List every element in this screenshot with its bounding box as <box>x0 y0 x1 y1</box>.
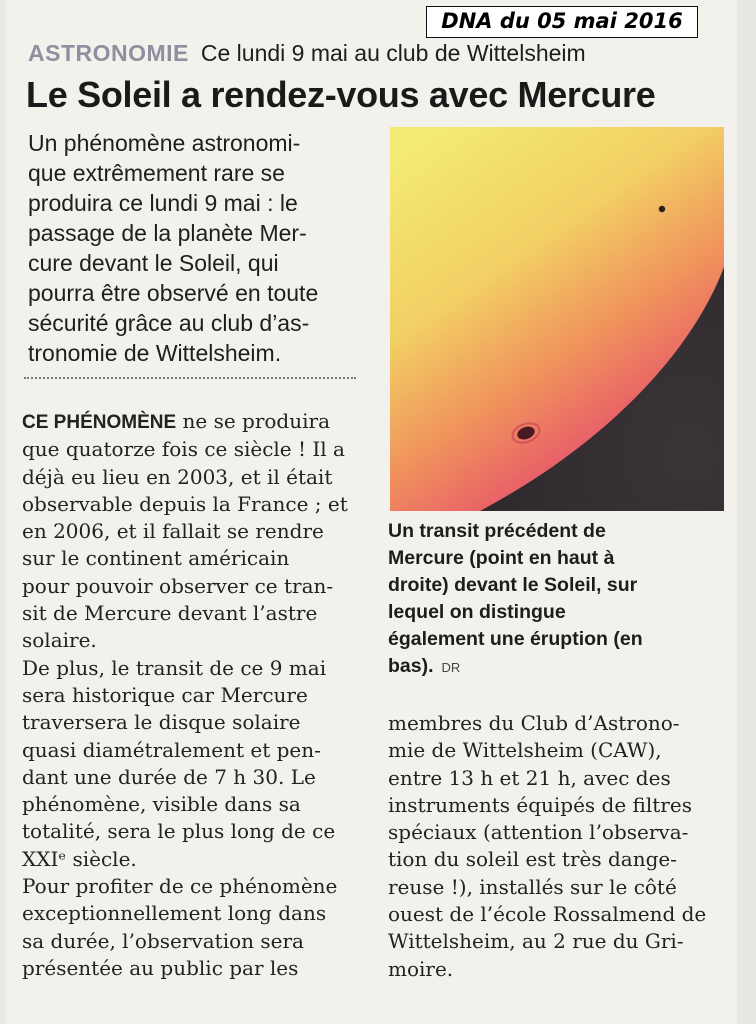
body-line: XXIᵉ siècle. <box>22 846 137 871</box>
body-line: entre 13 h et 21 h, avec des <box>388 765 671 790</box>
body-line: phénomène, visible dans sa <box>22 792 301 817</box>
body-line: ouest de l’école Rossalmend de <box>388 902 707 927</box>
body-line: en 2006, et il fallait se rendre <box>22 519 324 544</box>
body-lead: CE PHÉNOMÈNE <box>22 412 177 433</box>
body-line: Wittelsheim, au 2 rue du Gri- <box>388 929 684 954</box>
chapo-line: Un phénomène astronomi- <box>28 130 301 156</box>
chapo-line: passage de la planète Mer- <box>28 220 307 246</box>
caption-line-text: bas). <box>388 655 434 677</box>
body-line: pour pouvoir observer ce tran- <box>22 573 334 598</box>
body-line: sur le continent américain <box>22 546 290 571</box>
body-line: membres du Club d’Astrono- <box>388 711 680 735</box>
body-line: dant une durée de 7 h 30. Le <box>22 764 316 789</box>
caption-line: Mercure (point en haut à <box>388 547 615 569</box>
body-line: moire. <box>388 956 454 981</box>
body-line: spéciaux (attention l’observa- <box>388 820 689 845</box>
body-line <box>22 408 367 436</box>
body-line: présentée au public par les <box>22 955 299 980</box>
caption-line: lequel on distingue <box>388 601 566 623</box>
body-line: sa durée, l’observation sera <box>22 928 304 953</box>
body-line: tion du soleil est très dange- <box>388 847 677 872</box>
event-line: Ce lundi 9 mai au club de Wittelsheim <box>200 40 586 66</box>
sun-transit-photo <box>390 127 724 511</box>
body-line-text: ne se produira <box>176 409 330 433</box>
caption-line: Un transit précédent de <box>388 520 606 542</box>
chapo-line: cure devant le Soleil, qui <box>28 250 279 276</box>
page-right-margin <box>737 0 756 1024</box>
body-line: De plus, le transit de ce 9 mai <box>22 655 327 680</box>
body-line: Pour profiter de ce phénomène <box>22 874 338 899</box>
chapo-line: tronomie de Wittelsheim. <box>28 340 282 366</box>
body-line: que quatorze fois ce siècle ! Il a <box>22 437 345 462</box>
body-line: sera historique car Mercure <box>22 682 308 707</box>
kicker <box>28 40 586 67</box>
headline: Le Soleil a rendez-vous avec Mercure <box>26 74 656 115</box>
source-label: DNA du 05 mai 2016 <box>426 6 698 38</box>
photo-caption <box>388 518 728 681</box>
body-line: traversera le disque solaire <box>22 710 301 735</box>
body-line: observable depuis la France ; et <box>22 491 348 516</box>
body-column-1 <box>22 408 367 982</box>
caption-line: également une éruption (en <box>388 628 643 650</box>
body-column-2 <box>388 710 728 983</box>
chapo-line: pourra être observé en toute <box>28 280 319 306</box>
body-line: exceptionnellement long dans <box>22 901 327 926</box>
body-line: instruments équipés de filtres <box>388 792 692 817</box>
body-line: reuse !), installés sur le côté <box>388 874 677 899</box>
photo-credit: DR <box>441 660 461 675</box>
body-line: mie de Wittelsheim (CAW), <box>388 738 662 763</box>
body-line: déjà eu lieu en 2003, et il était <box>22 464 333 489</box>
caption-line <box>388 653 728 681</box>
body-line: quasi diamétralement et pen- <box>22 737 321 762</box>
chapo-line: produira ce lundi 9 mai : le <box>28 190 298 216</box>
body-line: totalité, sera le plus long de ce <box>22 819 336 844</box>
caption-line: droite) devant le Soleil, sur <box>388 574 638 596</box>
mercury-dot <box>659 206 665 212</box>
chapo-line: que extrêmement rare se <box>28 160 285 186</box>
rubric-label: ASTRONOMIE <box>28 40 189 66</box>
page-left-margin <box>0 0 6 1024</box>
chapo-line: sécurité grâce au club d’as- <box>28 310 310 336</box>
dotted-separator <box>24 377 356 379</box>
chapo <box>28 128 364 368</box>
body-line: solaire. <box>22 628 97 653</box>
body-line: sit de Mercure devant l’astre <box>22 601 318 626</box>
